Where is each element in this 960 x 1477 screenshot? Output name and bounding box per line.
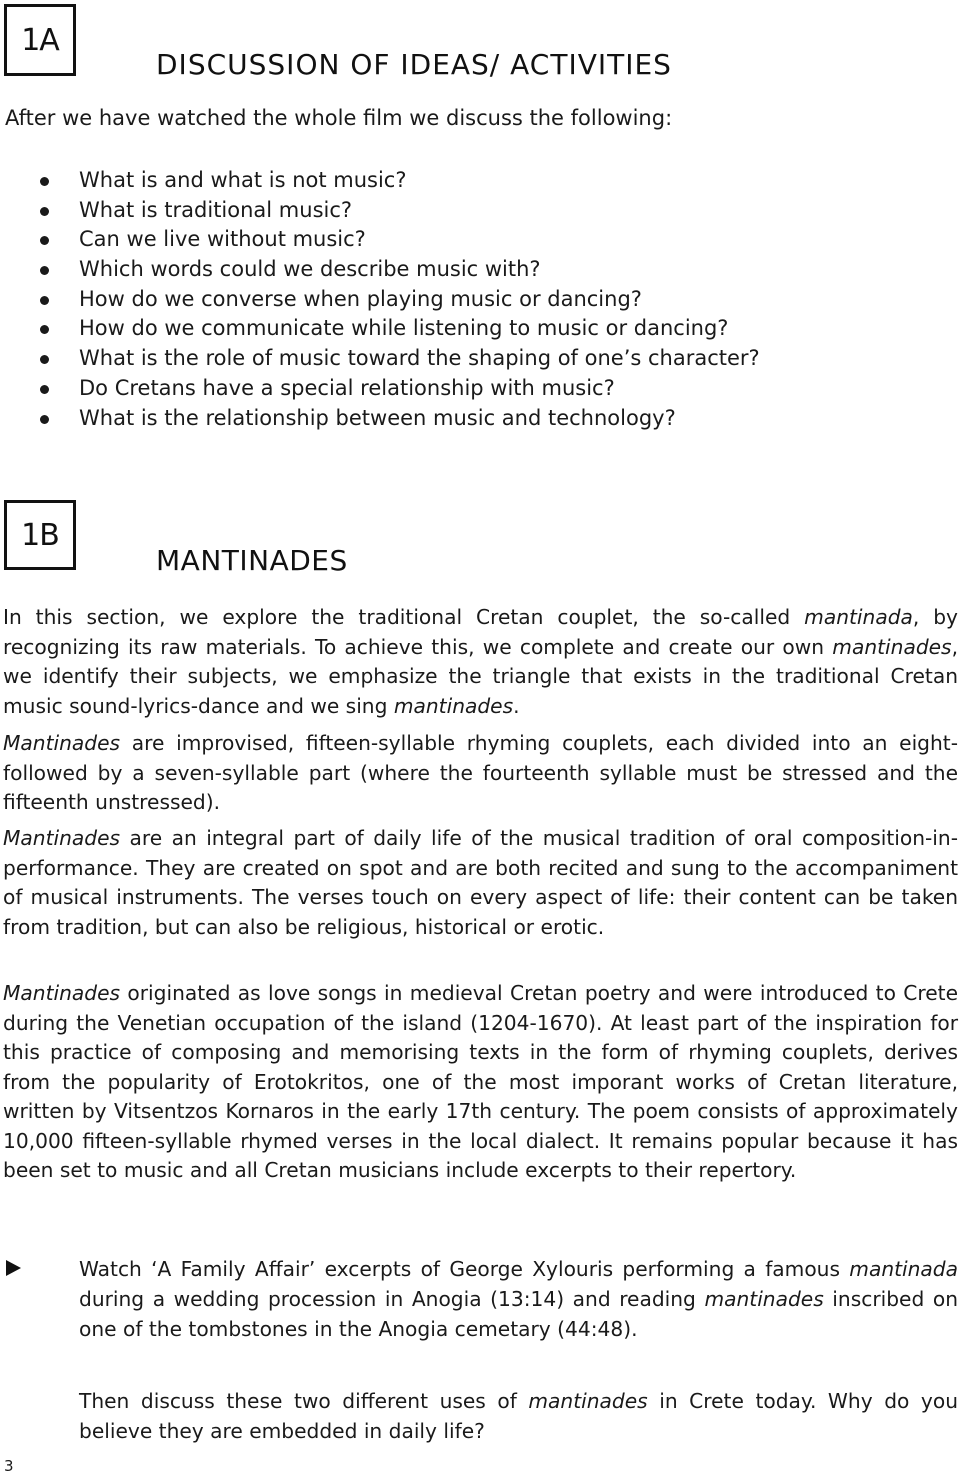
bullet-dot-icon (40, 236, 49, 245)
bullet-dot-icon (40, 385, 49, 394)
bullet-dot-icon (40, 177, 49, 186)
discussion-questions-list (0, 166, 760, 433)
task-watch: Watch ‘A Family Affair’ excerpts of George Xylouris performing a famous mantinada during a wedding procession in Anogia (13:14) and reading mantinades inscribed on one of the tombstones in the Anogia cemetary (44:48). (79, 1257, 958, 1341)
paragraph-definition: Mantinades are improvised, fifteen-syllable rhyming couplets, each divided into an eight- followed by a seven-syllable part (where the fourteenth syllable must be stressed and the fifteenth unstressed). (3, 731, 958, 814)
bullet-dot-icon (40, 325, 49, 334)
intro-text: After we have watched the whole film we discuss the following: (5, 106, 673, 130)
bullet-dot-icon (40, 207, 49, 216)
list-item: What is the role of music toward the shaping of one’s character? (0, 344, 760, 374)
paragraph-origins: Mantinades originated as love songs in medieval Cretan poetry and were introduced to Crete during the Venetian occupation of the island (1204-1670). At least part of the inspiration for this practice of composing and memorising texts in the form of rhyming couplets, derives from the popularity of Erotokritos, one of the most imporant works of Cretan literature, written by Vitsentzos Kornaros in the early 17th century. The poem consists of approximately 10,000 fifteen-syllable rhymed verses in the local dialect. It remains popular because it has been set to music and all Cretan musicians include excerpts to their repertory. (3, 981, 958, 1182)
section-heading-discussion: DISCUSSION OF IDEAS/ ACTIVITIES (156, 48, 672, 81)
list-item: What is traditional music? (0, 196, 760, 226)
list-item: How do we communicate while listening to music or dancing? (0, 314, 760, 344)
bullet-dot-icon (40, 355, 49, 364)
page-number: 3 (4, 1457, 14, 1475)
right-pointer-icon (6, 1260, 21, 1276)
section-tag-1b: 1B (4, 500, 76, 570)
section-heading-mantinades: MANTINADES (156, 544, 348, 577)
bullet-dot-icon (40, 266, 49, 275)
section-tag-1a: 1A (4, 4, 76, 76)
list-item: Can we live without music? (0, 225, 760, 255)
bullet-dot-icon (40, 296, 49, 305)
list-item: How do we converse when playing music or dancing? (0, 285, 760, 315)
bullet-dot-icon (40, 415, 49, 424)
task-discuss: Then discuss these two different uses of mantinades in Crete today. Why do you believe they are embedded in daily life? (79, 1389, 959, 1443)
list-item: Do Cretans have a special relationship with music? (0, 374, 760, 404)
paragraph-daily-life: Mantinades are an integral part of daily life of the musical tradition of oral composition-in-performance. They are created on spot and are both recited and sung to the accompaniment of musical instruments. The verses touch on every aspect of life: their content can be taken from tradition, but can also be religious, historical or erotic. (3, 826, 958, 939)
list-item: What is and what is not music? (0, 166, 760, 196)
paragraph-intro: In this section, we explore the traditional Cretan couplet, the so-called mantinada, by recognizing its raw materials. To achieve this, we complete and create our own mantinades, we identify their subjects, we emphasize the triangle that exists in the traditional Cretan music sound-lyrics-dance and we sing mantinades. (3, 605, 958, 718)
list-item: Which words could we describe music with? (0, 255, 760, 285)
list-item: What is the relationship between music and technology? (0, 404, 760, 434)
